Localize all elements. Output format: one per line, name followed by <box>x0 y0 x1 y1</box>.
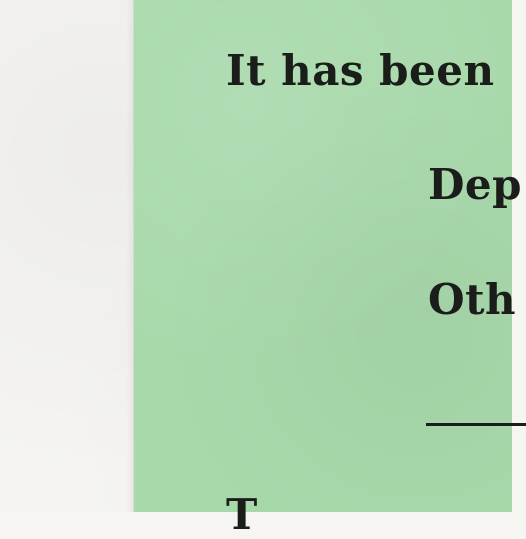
text-line-1: It has been <box>226 46 495 95</box>
green-document-sheet <box>134 0 523 539</box>
text-line-4: T <box>226 490 258 539</box>
signature-rule <box>426 423 526 426</box>
text-line-3: Oth <box>428 275 517 324</box>
paper-edge-shadow <box>126 0 134 512</box>
text-line-2: Dep <box>428 160 523 209</box>
